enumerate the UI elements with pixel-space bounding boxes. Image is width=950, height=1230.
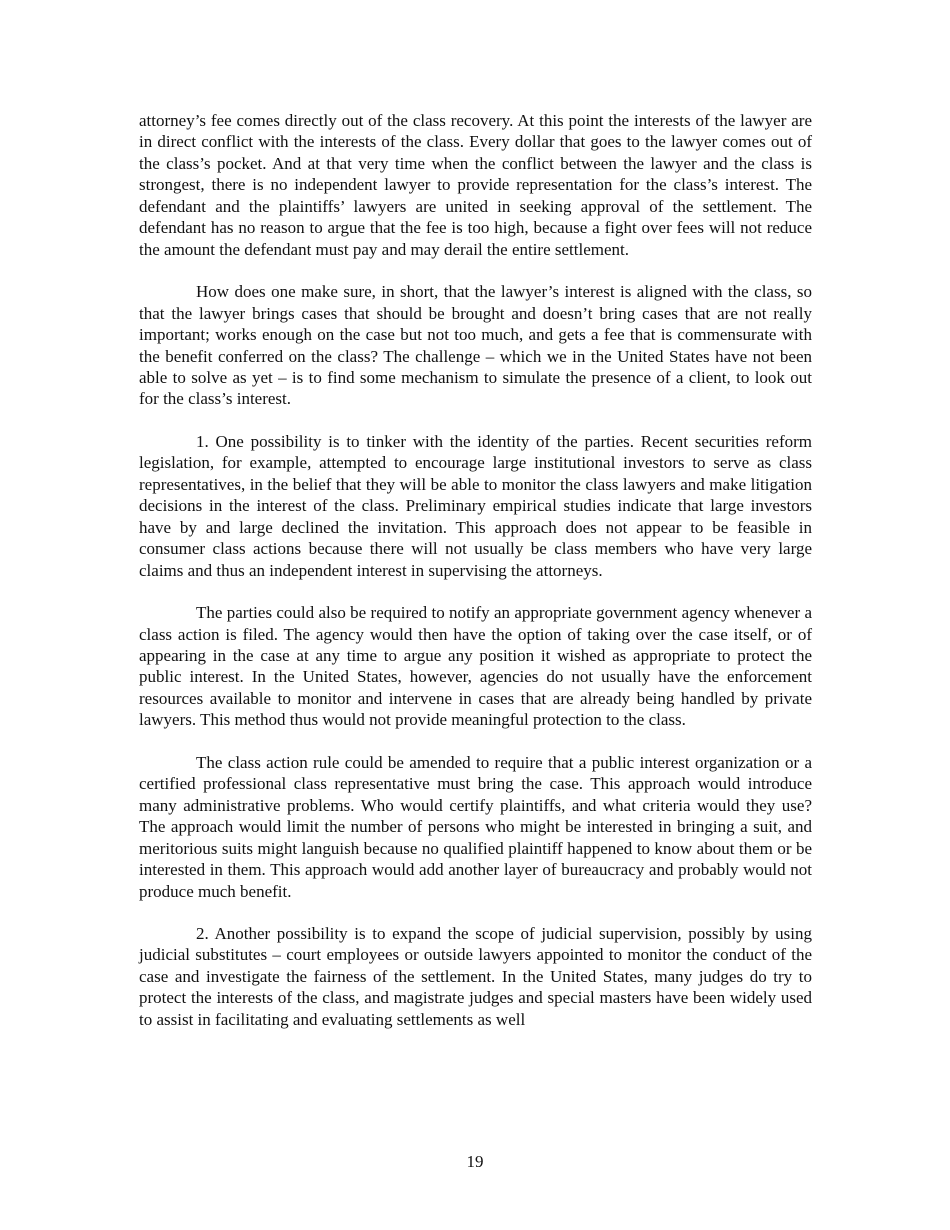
paragraph-5: The class action rule could be amended to require that a public interest organization or a certified professional class representative must bring the case. This approach would introduce many administrative problems. Who would certify plaintiffs, and what criteria would they use? The approach would limit the number of persons who might be interested in bringing a suit, and meritorious suits might languish because no qualified plaintiff happened to know about them or be interested in them. This approach would add another layer of bureaucracy and probably would not produce much benefit. xyxy=(139,752,812,901)
page-number: 19 xyxy=(466,1152,484,1171)
paragraph-6: 2. Another possibility is to expand the scope of judicial supervision, possibly by using judicial substitutes – court employees or outside lawyers appointed to monitor the conduct of the case and investigate the fairness of the settlement. In the United States, many judges do try to protect the interests of the class, and magistrate judges and special masters have been widely used to assist in facilitating and evaluating settlements as well xyxy=(139,923,812,1029)
paragraph-1: attorney’s fee comes directly out of the class recovery. At this point the interests of the lawyer are in direct conflict with the interests of the class. Every dollar that goes to the lawyer comes out of the class’s pocket. And at that very time when the conflict between the lawyer and the class is strongest, there is no independent lawyer to provide representation for the class’s interest. The defendant and the plaintiffs’ lawyers are united in seeking approval of the settlement. The defendant has no reason to argue that the fee is too high, because a fight over fees will not reduce the amount the defendant must pay and may derail the entire settlement. xyxy=(139,111,812,259)
paragraph-4: The parties could also be required to notify an appropriate government agency whenever a class action is filed. The agency would then have the option of taking over the case itself, or of appearing in the case at any time to argue any position it wished as appropriate to protect the public interest. In the United States, however, agencies do not usually have the enforcement resources available to monitor and intervene in cases that are already being handled by private lawyers. This method thus would not provide meaningful protection to the class. xyxy=(139,603,812,730)
paragraph-3: 1. One possibility is to tinker with the identity of the parties. Recent securities reform legislation, for example, attempted to encourage large institutional investors to serve as class representatives, in the belief that they will be able to monitor the class lawyers and make litigation decisions in the interest of the class. Preliminary empirical studies indicate that large investors have by and large declined the invitation. This approach does not appear to be feasible in consumer class actions because there will not usually be class members who have very large claims and thus an independent interest in supervising the attorneys. xyxy=(139,431,812,580)
paragraph-2: How does one make sure, in short, that the lawyer’s interest is aligned with the class, so that the lawyer brings cases that should be brought and doesn’t bring cases that are not really important; works enough on the case but not too much, and gets a fee that is commensurate with the benefit conferred on the class? The challenge – which we in the United States have not been able to solve as yet – is to find some mechanism to simulate the presence of a client, to look out for the class’s interest. xyxy=(139,282,812,409)
document-body xyxy=(139,110,812,1051)
